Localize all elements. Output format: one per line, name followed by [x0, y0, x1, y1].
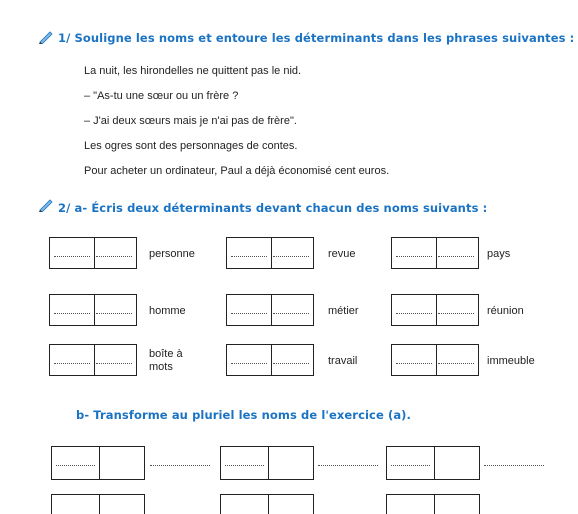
noun-label: pays — [487, 248, 511, 260]
determiner-box[interactable] — [49, 344, 137, 376]
noun-label: homme — [149, 305, 186, 317]
plural-determiner-box[interactable] — [386, 446, 480, 480]
determiner-box[interactable] — [226, 294, 314, 326]
blank-line — [273, 256, 309, 257]
determiner-box[interactable] — [49, 294, 137, 326]
blank-line — [225, 465, 264, 466]
exercise-1-heading: 1/ Souligne les noms et entoure les déterminants dans les phrases suivantes : — [58, 31, 575, 45]
noun-label: réunion — [487, 305, 524, 317]
determiner-box[interactable] — [391, 344, 479, 376]
blank-line — [231, 313, 267, 314]
blank-line — [54, 363, 90, 364]
blank-line — [438, 363, 474, 364]
blank-line — [396, 313, 432, 314]
noun-label: boîte à mots — [149, 348, 183, 373]
blank-line — [438, 256, 474, 257]
plural-noun-blank[interactable] — [150, 464, 210, 466]
sentence-3: – J'ai deux sœurs mais je n'ai pas de frère". — [84, 115, 297, 127]
noun-label: travail — [328, 355, 358, 367]
blank-line — [96, 363, 132, 364]
determiner-box[interactable] — [226, 344, 314, 376]
exercise-2b-heading: b- Transforme au pluriel les noms de l'exercice (a). — [76, 408, 411, 422]
determiner-box[interactable] — [391, 294, 479, 326]
noun-label: métier — [328, 305, 359, 317]
blank-line — [96, 313, 132, 314]
exercise-2a-heading: 2/ a- Écris deux déterminants devant chacun des noms suivants : — [58, 201, 488, 215]
plural-determiner-box[interactable] — [51, 446, 145, 480]
blank-line — [391, 465, 430, 466]
determiner-box[interactable] — [49, 237, 137, 269]
plural-noun-blank[interactable] — [318, 464, 378, 466]
blank-line — [273, 363, 309, 364]
plural-determiner-box[interactable] — [51, 494, 145, 514]
pencil-icon — [38, 30, 54, 44]
blank-line — [54, 313, 90, 314]
plural-determiner-box[interactable] — [220, 494, 314, 514]
noun-label: personne — [149, 248, 195, 260]
noun-label: immeuble — [487, 355, 535, 367]
sentence-1: La nuit, les hirondelles ne quittent pas le nid. — [84, 65, 302, 77]
blank-line — [96, 256, 132, 257]
plural-noun-blank[interactable] — [484, 464, 544, 466]
blank-line — [231, 256, 267, 257]
blank-line — [56, 465, 95, 466]
blank-line — [438, 313, 474, 314]
blank-line — [231, 363, 267, 364]
blank-line — [54, 256, 90, 257]
blank-line — [273, 313, 309, 314]
pencil-icon — [38, 198, 54, 212]
sentence-5: Pour acheter un ordinateur, Paul a déjà économisé cent euros. — [84, 165, 390, 177]
determiner-box[interactable] — [226, 237, 314, 269]
noun-label: revue — [328, 248, 356, 260]
determiner-box[interactable] — [391, 237, 479, 269]
blank-line — [396, 363, 432, 364]
sentence-4: Les ogres sont des personnages de contes. — [84, 140, 298, 152]
plural-determiner-box[interactable] — [220, 446, 314, 480]
blank-line — [396, 256, 432, 257]
plural-determiner-box[interactable] — [386, 494, 480, 514]
sentence-2: – "As-tu une sœur ou un frère ? — [84, 90, 239, 102]
